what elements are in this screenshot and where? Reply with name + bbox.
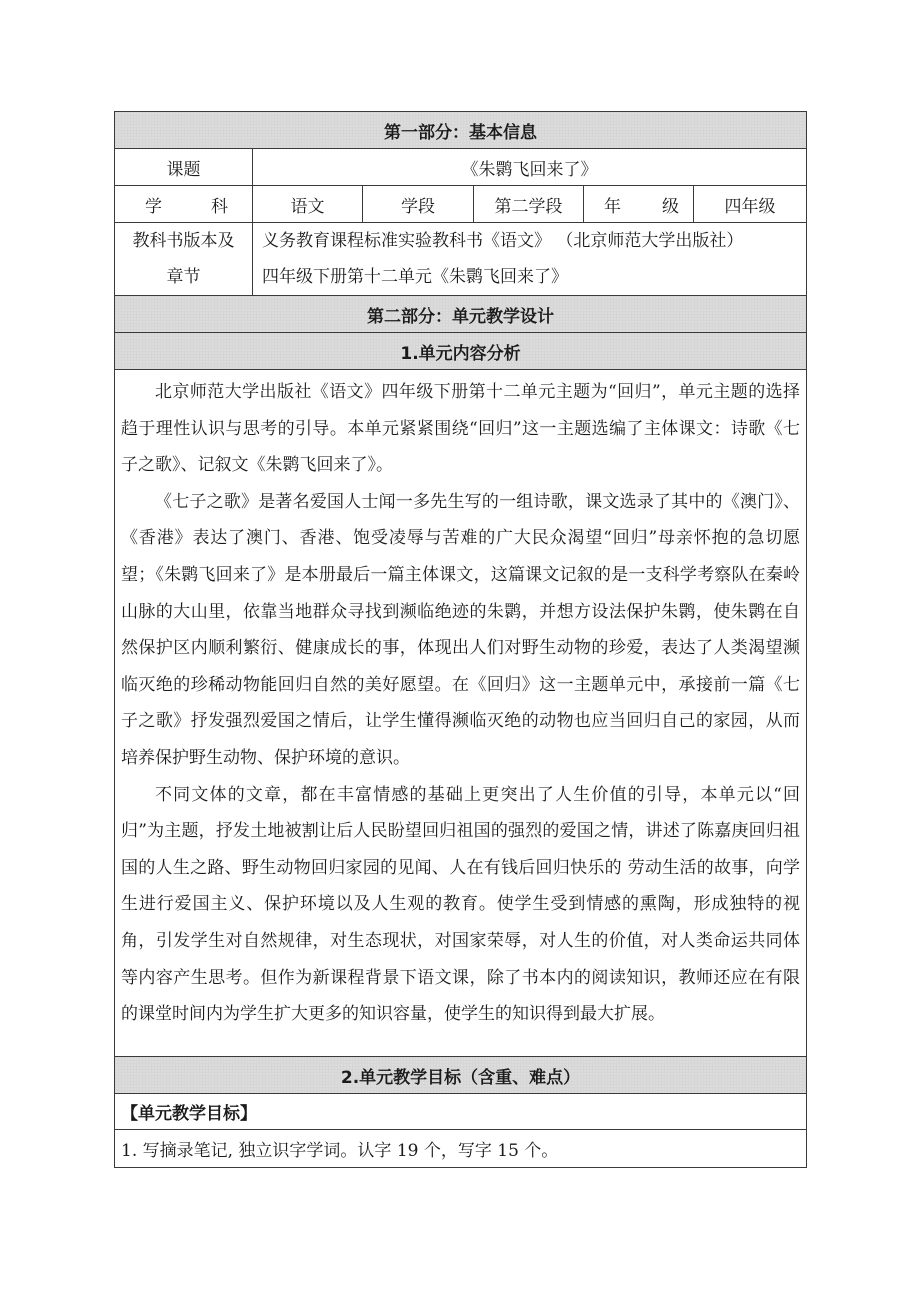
subject-value: 语文 — [253, 186, 363, 223]
grade-value: 四年级 — [694, 186, 807, 223]
goals-heading: 【单元教学目标】 — [115, 1094, 807, 1130]
lesson-plan-table — [114, 111, 807, 1168]
textbook-value-line1: 义务教育课程标准实验教科书《语文》 （北京师范大学出版社） — [262, 231, 744, 251]
section1-content — [115, 370, 807, 1057]
subject-label-a: 学 — [145, 196, 162, 217]
textbook-value-line2: 四年级下册第十二单元《朱鹮飞回来了》 — [262, 267, 568, 287]
grade-label-b: 级 — [662, 196, 679, 217]
section1-title: 1.单元内容分析 — [115, 333, 807, 370]
analysis-paragraph: 不同文体的文章，都在丰富情感的基础上更突出了人生价值的引导，本单元以“回归”为主题，抒发土地被割让后人民盼望回归祖国的强烈的爱国之情，讲述了陈嘉庚回归祖国的人生之路、野生动物回归家园的见闻、人在有钱后回归快乐的 劳动生活的故事，向学生进行爱国主义、保护环境以及人生观的教育。使学生受到情感的熏陶，形成独特的视角，引发学生对自然规律，对生态现状，对国家荣辱，对人生的价值，对人类命运共同体等内容产生思考。但作为新课程背景下语文课，除了书本内的阅读知识，教师还应在有限的课堂时间内为学生扩大更多的知识容量，使学生的知识得到最大扩展。 — [121, 784, 801, 1025]
part1-header-row — [115, 112, 807, 149]
section2-header-row — [115, 1057, 807, 1094]
grade-label-a: 年 — [604, 196, 621, 217]
section1-header-row — [115, 333, 807, 370]
part2-title: 第二部分：单元教学设计 — [115, 296, 807, 333]
goal-item: 1. 写摘录笔记, 独立识字学词。认字 19 个，写字 15 个。 — [115, 1130, 807, 1168]
grade-label — [584, 186, 694, 223]
part2-header-row — [115, 296, 807, 333]
goal-row — [115, 1130, 807, 1168]
section1-content-row — [115, 370, 807, 1057]
textbook-label-line2: 章节 — [166, 267, 201, 287]
subject-row — [115, 186, 807, 223]
stage-value: 第二学段 — [474, 186, 584, 223]
textbook-row — [115, 223, 807, 296]
topic-label: 课题 — [115, 149, 253, 186]
lesson-plan-document — [114, 111, 806, 1168]
stage-label: 学段 — [363, 186, 474, 223]
textbook-value — [253, 223, 807, 296]
analysis-paragraph: 《七子之歌》是著名爱国人士闻一多先生写的一组诗歌，课文选录了其中的《澳门》、《香港》表达了澳门、香港、饱受凌辱与苦难的广大民众渴望“回归”母亲怀抱的急切愿望；《朱鹮飞回来了》是本册最后一篇主体课文，这篇课文记叙的是一支科学考察队在秦岭山脉的大山里，依靠当地群众寻找到濒临绝迹的朱鹮，并想方设法保护朱鹮，使朱鹮在自然保护区内顺利繁衍、健康成长的事，体现出人们对野生动物的珍爱，表达了人类渴望濒临灭绝的珍稀动物能回归自然的美好愿望。在《回归》这一主题单元中，承接前一篇《七子之歌》抒发强烈爱国之情后，让学生懂得濒临灭绝的动物也应当回归自己的家园，从而培养保护野生动物、保护环境的意识。 — [121, 491, 801, 768]
section2-title: 2.单元教学目标（含重、难点） — [115, 1057, 807, 1094]
textbook-label — [115, 223, 253, 296]
analysis-paragraph: 北京师范大学出版社《语文》四年级下册第十二单元主题为“回归”，单元主题的选择趋于理性认识与思考的引导。本单元紧紧围绕“回归”这一主题选编了主体课文：诗歌《七子之歌》、记叙文《朱鹮飞回来了》。 — [121, 382, 801, 476]
topic-value: 《朱鹮飞回来了》 — [253, 149, 807, 186]
subject-label-b: 科 — [211, 196, 228, 217]
part1-title: 第一部分：基本信息 — [115, 112, 807, 149]
topic-row — [115, 149, 807, 186]
goals-heading-row — [115, 1094, 807, 1130]
subject-label — [115, 186, 253, 223]
textbook-label-line1: 教科书版本及 — [132, 231, 235, 251]
